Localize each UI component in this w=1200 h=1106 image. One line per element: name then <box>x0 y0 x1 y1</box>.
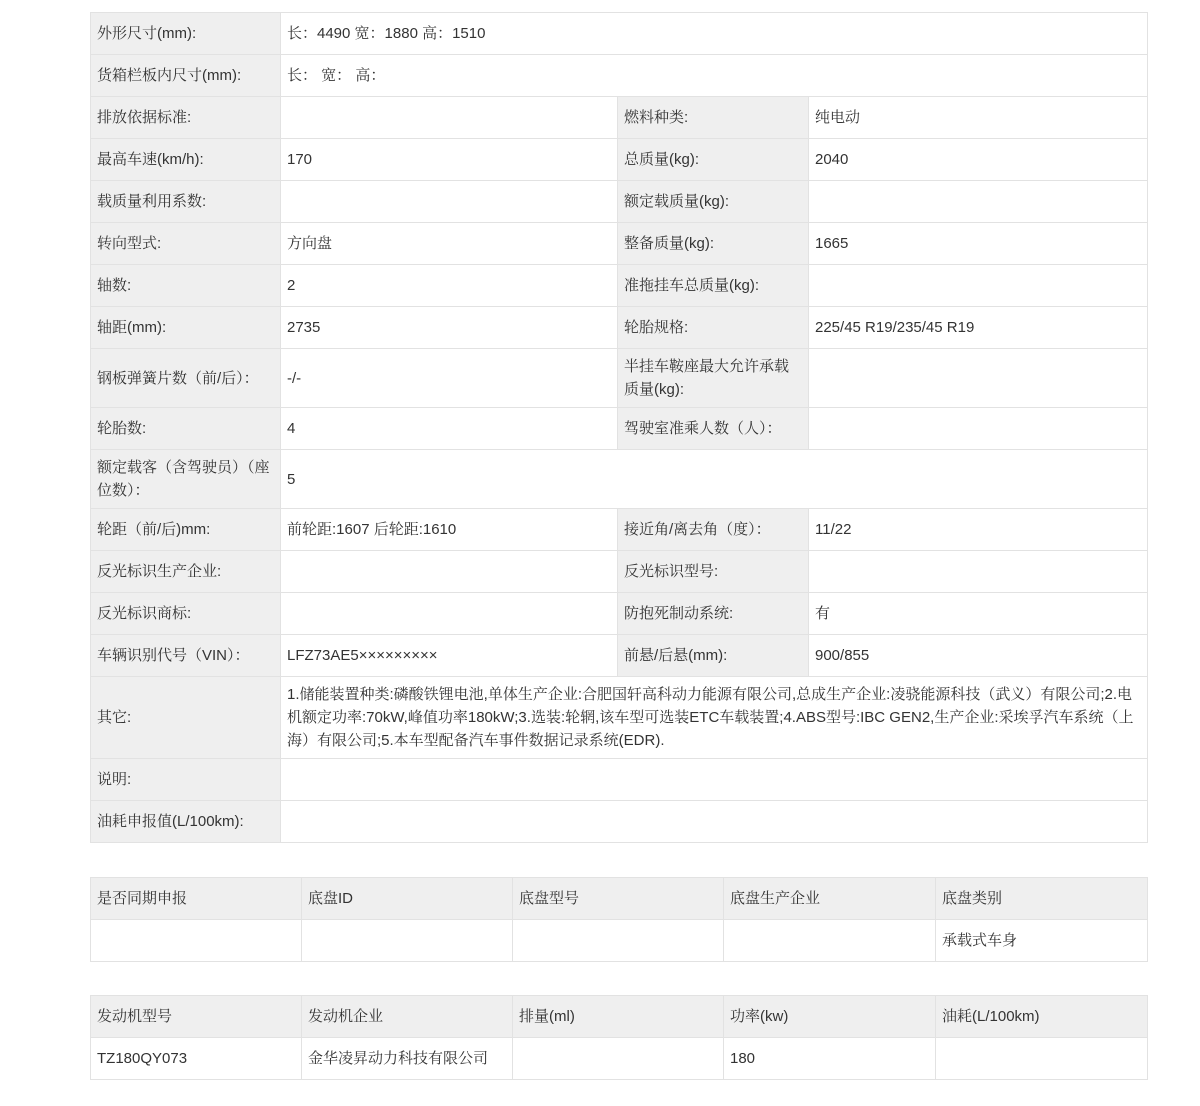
spec-label: 外形尺寸(mm): <box>91 13 281 55</box>
spec-value <box>281 97 618 139</box>
spec-label: 半挂车鞍座最大允许承载质量(kg): <box>618 349 809 408</box>
spec-value: 2040 <box>809 139 1148 181</box>
spec-sheet <box>90 12 1147 1080</box>
chassis-header-cell: 底盘生产企业 <box>724 878 936 920</box>
spec-value: -/- <box>281 349 618 408</box>
spec-label: 轮胎规格: <box>618 307 809 349</box>
spec-value <box>809 408 1148 450</box>
spec-label: 额定载客（含驾驶员）（座位数）： <box>91 450 281 509</box>
spec-label: 接近角/离去角（度）： <box>618 509 809 551</box>
engine-cell <box>936 1038 1148 1080</box>
spec-row <box>91 551 1148 593</box>
spec-label: 总质量(kg): <box>618 139 809 181</box>
spec-value: 5 <box>281 450 1148 509</box>
spec-label: 说明: <box>91 759 281 801</box>
spec-label: 排放依据标准: <box>91 97 281 139</box>
spec-value: 纯电动 <box>809 97 1148 139</box>
spec-value: 2735 <box>281 307 618 349</box>
chassis-cell <box>724 920 936 962</box>
spec-value: 方向盘 <box>281 223 618 265</box>
spec-label: 车辆识别代号（VIN）： <box>91 635 281 677</box>
spec-value <box>809 181 1148 223</box>
spec-value: LFZ73AE5××××××××× <box>281 635 618 677</box>
spec-label: 其它: <box>91 677 281 759</box>
spec-row <box>91 307 1148 349</box>
spec-row <box>91 13 1148 55</box>
spec-label: 反光标识商标: <box>91 593 281 635</box>
spec-row <box>91 801 1148 843</box>
spec-label: 轴距(mm): <box>91 307 281 349</box>
spec-row <box>91 265 1148 307</box>
engine-cell: 180 <box>724 1038 936 1080</box>
spec-value <box>281 181 618 223</box>
spec-value: 长：4490 宽：1880 高：1510 <box>281 13 1148 55</box>
spec-value: 1665 <box>809 223 1148 265</box>
chassis-cell <box>302 920 513 962</box>
spec-value <box>281 759 1148 801</box>
engine-header-cell: 发动机企业 <box>302 996 513 1038</box>
spec-value <box>809 349 1148 408</box>
chassis-data-row <box>91 920 1148 962</box>
spec-value: 1.储能装置种类:磷酸铁锂电池,单体生产企业:合肥国轩高科动力能源有限公司,总成生产企业:凌骁能源科技（武义）有限公司;2.电机额定功率:70kW,峰值功率180kW;3.选装:轮辋,该车型可选装ETC车载装置;4.ABS型号:IBC GEN2,生产企业:采埃孚汽车系统（上海）有限公司;5.本车型配备汽车事件数据记录系统(EDR). <box>281 677 1148 759</box>
chassis-header-cell: 底盘型号 <box>513 878 724 920</box>
chassis-cell <box>91 920 302 962</box>
engine-header-cell: 油耗(L/100km) <box>936 996 1148 1038</box>
engine-data-row <box>91 1038 1148 1080</box>
spec-row <box>91 635 1148 677</box>
chassis-cell: 承载式车身 <box>936 920 1148 962</box>
spec-label: 额定载质量(kg): <box>618 181 809 223</box>
vehicle-spec-table <box>90 12 1148 843</box>
spec-label: 最高车速(km/h): <box>91 139 281 181</box>
spec-label: 整备质量(kg): <box>618 223 809 265</box>
spec-label: 转向型式: <box>91 223 281 265</box>
spec-row <box>91 139 1148 181</box>
engine-table <box>90 995 1148 1080</box>
spec-row <box>91 759 1148 801</box>
spec-label: 轮胎数: <box>91 408 281 450</box>
spec-value: 有 <box>809 593 1148 635</box>
spec-value: 170 <box>281 139 618 181</box>
spec-value: 11/22 <box>809 509 1148 551</box>
spec-label: 准拖挂车总质量(kg): <box>618 265 809 307</box>
spec-value: 2 <box>281 265 618 307</box>
spec-row <box>91 593 1148 635</box>
spec-label: 货箱栏板内尺寸(mm): <box>91 55 281 97</box>
engine-cell <box>513 1038 724 1080</box>
spec-row <box>91 450 1148 509</box>
engine-header-cell: 排量(ml) <box>513 996 724 1038</box>
spec-row <box>91 509 1148 551</box>
spec-value <box>281 801 1148 843</box>
spec-label: 反光标识型号: <box>618 551 809 593</box>
chassis-table <box>90 877 1148 962</box>
spec-value: 前轮距:1607 后轮距:1610 <box>281 509 618 551</box>
spec-label: 防抱死制动系统: <box>618 593 809 635</box>
chassis-header-cell: 底盘ID <box>302 878 513 920</box>
spec-row <box>91 55 1148 97</box>
spec-row <box>91 677 1148 759</box>
chassis-header-row <box>91 878 1148 920</box>
spec-row <box>91 349 1148 408</box>
spec-row <box>91 181 1148 223</box>
engine-cell: TZ180QY073 <box>91 1038 302 1080</box>
spec-label: 钢板弹簧片数（前/后）： <box>91 349 281 408</box>
spec-row <box>91 223 1148 265</box>
spec-label: 载质量利用系数: <box>91 181 281 223</box>
spec-label: 轮距（前/后)mm: <box>91 509 281 551</box>
spec-value: 225/45 R19/235/45 R19 <box>809 307 1148 349</box>
spec-label: 前悬/后悬(mm): <box>618 635 809 677</box>
spec-label: 燃料种类: <box>618 97 809 139</box>
spec-value: 900/855 <box>809 635 1148 677</box>
spec-row <box>91 408 1148 450</box>
spec-value <box>281 593 618 635</box>
spec-value <box>809 265 1148 307</box>
engine-header-row <box>91 996 1148 1038</box>
engine-cell: 金华凌昇动力科技有限公司 <box>302 1038 513 1080</box>
spec-value <box>281 551 618 593</box>
spec-row <box>91 97 1148 139</box>
chassis-cell <box>513 920 724 962</box>
spec-value <box>809 551 1148 593</box>
chassis-header-cell: 底盘类别 <box>936 878 1148 920</box>
engine-header-cell: 功率(kw) <box>724 996 936 1038</box>
chassis-header-cell: 是否同期申报 <box>91 878 302 920</box>
spec-label: 油耗申报值(L/100km): <box>91 801 281 843</box>
spec-label: 轴数: <box>91 265 281 307</box>
spec-value: 4 <box>281 408 618 450</box>
spec-label: 反光标识生产企业: <box>91 551 281 593</box>
engine-header-cell: 发动机型号 <box>91 996 302 1038</box>
spec-label: 驾驶室准乘人数（人）： <box>618 408 809 450</box>
spec-value: 长： 宽： 高： <box>281 55 1148 97</box>
